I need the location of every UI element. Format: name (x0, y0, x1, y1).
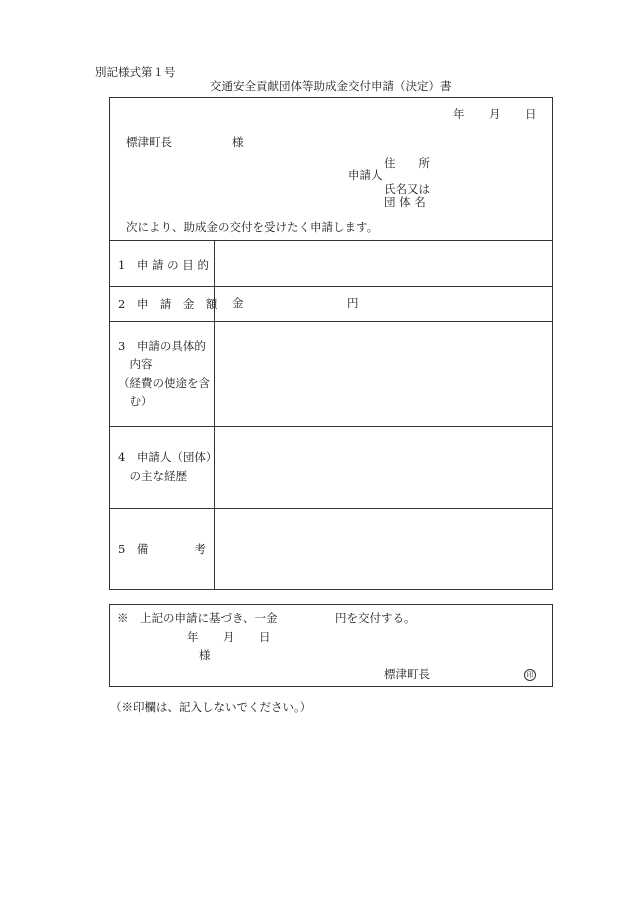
form-title: 交通安全貢献団体等助成金交付申請（決定）書 (210, 79, 452, 93)
footnote: （※印欄は、記入しないでください。） (110, 700, 312, 714)
decision-line: ※ 上記の申請に基づき、一金 円を交付する。 (117, 611, 416, 625)
decision-date-day: 日 (259, 630, 271, 644)
decision-signer: 標津町長 (384, 667, 430, 681)
address-label: 住 所 (384, 156, 430, 170)
row-label-amount: 2 申 請 金 額 (118, 297, 218, 311)
decision-date-month: 月 (223, 630, 235, 644)
row-divider (110, 508, 552, 509)
form-code: 別記様式第１号 (95, 65, 176, 79)
intro-text: 次により、助成金の交付を受けたく申請します。 (126, 220, 379, 234)
row-label-details: 3 申請の具体的 内容 （経費の使途を含 む） (118, 339, 210, 409)
decision-date-year: 年 (187, 630, 199, 644)
addressee-honorific: 様 (232, 135, 244, 149)
date-year: 年 (453, 107, 465, 121)
decision-honorific: 様 (199, 648, 211, 662)
application-form (109, 97, 553, 590)
row-divider (110, 286, 552, 287)
name-label-2: 団 体 名 (384, 195, 426, 209)
column-divider (214, 240, 215, 589)
row-divider (110, 321, 552, 322)
row-label-remarks: 5 備 考 (118, 542, 206, 556)
row-label-history: 4 申請人（団体） の主な経歴 (118, 450, 218, 483)
date-month: 月 (489, 107, 501, 121)
date-day: 日 (525, 107, 537, 121)
row-divider (110, 240, 552, 241)
name-label-1: 氏名又は (384, 182, 430, 196)
addressee: 標津町長 (126, 135, 172, 149)
amount-value: 金 円 (232, 296, 359, 310)
decision-box (109, 604, 553, 687)
applicant-label: 申請人 (348, 168, 383, 182)
row-label-purpose: 1 申 請 の 目 的 (118, 258, 209, 272)
row-divider (110, 426, 552, 427)
seal-mark: 印 (524, 669, 536, 681)
